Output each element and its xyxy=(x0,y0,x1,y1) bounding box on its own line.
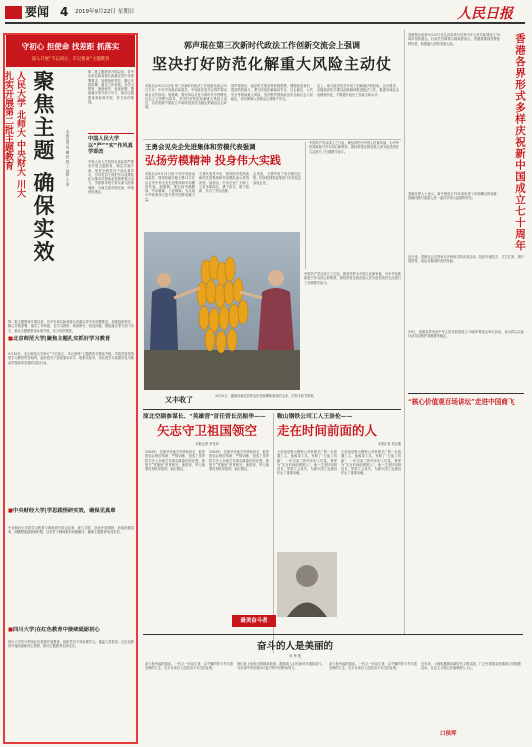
subhead-renmin: 中国人民大学以“严”“实”作风真学即改 xyxy=(88,136,133,155)
story2-col3: 会见前，王勇听取了有关情况汇报。国务院国资委等部门负责同志参加会见。 xyxy=(253,172,301,185)
portrait-photo xyxy=(277,552,337,617)
renmin-paragraph: 中国人民大学坚持以高标准严要求开展主题教育，制定实施方案，组织全校党员干部认真学习，引导党员干部把学习成果转化为推动学校事业发展的强大动力。学校领导班子带头深入院系调研，与师生面对面交流，听取意见建议。 xyxy=(88,160,134,195)
subhead-bnu: ■北京师范大学|聚焦主题扎实抓好学习教育 xyxy=(8,336,111,342)
story3-col1: 1959年，岳振华任地空导弹营营长，他带领官兵刻苦钻研、严格训练，创造了世界防空史上用地空导弹击落敌机的先例，被授予“英雄营”荣誉称号。他常说，军人就要时刻听党指挥，能打胜仗。 xyxy=(145,450,205,472)
hk-paragraph-top: 香港特区政府9月21日在礼宾府举行庆祝中华人民共和国成立70周年招待酒会。行政长官林郑月娥致辞表示，香港将继续发挥独特优势，积极融入国家发展大局。 xyxy=(408,33,500,46)
story4-kicker: 鞍山钢铁公司工人王崇伦—— xyxy=(277,414,353,420)
bottom-byline: 孙 秀 艳 xyxy=(289,654,301,658)
photo-caption-text: 9月20日，湖南省新化县的农民在晾晒新收获的玉米，庆祝丰收节到来。 xyxy=(215,394,317,398)
story1-col1: 本报北京9月21日电 第三次新时代政法工作创新交流会21日召开。中共中央政治局委员、中央政法委书记郭声琨出席会议并讲话。他强调，要坚持以习近平新时代中国特色社会主义思想为指导，坚决打好防范化解重大风险主动仗，为庆祝新中国成立70周年创造安全稳定的政治社会环境。 xyxy=(145,84,227,110)
wave-paragraph-2: 中国共产党从成立之日起，就坚持把为中国人民谋幸福、为中华民族谋复兴作为初心和使命，团结带领全国各族人民为创造美好生活进行了长期艰辛奋斗。 xyxy=(304,272,401,285)
bottom-divider xyxy=(143,634,523,635)
bottom-col3: 奋斗是幸福的源泉。一代又一代奋斗者，以不懈的努力书写着无悔的人生，在平凡岗位上创造出不平凡的业绩。 xyxy=(329,662,417,671)
forum-headline: “核心价值观百场讲坛”走进中国商飞 xyxy=(408,398,515,406)
editor-signature: 口侯珲 xyxy=(440,731,457,737)
right-column-rule xyxy=(404,30,405,634)
intro-paragraph: 第二批主题教育开展以来，各中央单位和高校认真落实党中央部署要求，加强组织领导，精心安排部署，落实工作举措，在学习教育、调查研究、检视问题、整改落实等方面下功夫，推动主题教育高标准开展、有力有序推进。 xyxy=(88,70,134,105)
story3-headline: 矢志守卫祖国领空 xyxy=(156,423,257,438)
bottom-headline: 奋斗的人是美丽的 xyxy=(256,641,333,652)
center-divider xyxy=(143,409,401,410)
right-divider xyxy=(408,393,524,394)
portrait-graphic xyxy=(277,552,337,617)
badge-label: 最美奋斗者 xyxy=(240,618,268,624)
story4-headline: 走在时间前面的人 xyxy=(277,423,378,438)
continued-paragraph: 第二批主题教育开展以来，各中央单位和高校认真落实党中央部署要求，加强组织领导，精心安排部署，落实工作举措，在学习教育、调查研究、检视问题、整改落实等方面下功夫，推动主题教育高标准开展、有力有序推进。 xyxy=(8,320,134,333)
story2-col2: 王勇代表党中央、国务院向受到表彰的先进集体和劳动模范表示热烈祝贺。他指出，中央企业广大职工立足本职岗位，勇于担当、敢于创新，作出了突出贡献。 xyxy=(199,172,249,194)
bnu-paragraph: 9月16日，北京师范大学举行“不忘初心、牢记使命”主题教育专题读书班。学校党委坚持把学习教育贯穿始终，组织党员干部原原本本学、联系实际学，切实把学习成果转化为推动学校改革发展的实际行动。 xyxy=(8,352,134,365)
story2-side-rule xyxy=(305,141,306,269)
bottom-col1: 奋斗是幸福的源泉。一代又一代奋斗者，以不懈的努力书写着无悔的人生，在平凡岗位上创造出不平凡的业绩。 xyxy=(145,662,233,671)
story3-col2: 1959年，岳振华任地空导弹营营长，他带领官兵刻苦钻研、严格训练，创造了世界防空史上用地空导弹击落敌机的先例，被授予“英雄营”荣誉称号。他常说，军人就要时刻听党指挥，能打胜仗。 xyxy=(209,450,269,472)
cufe-paragraph: 中央财经大学将学习教育与调查研究结合起来，深入学院、部处开展调研，形成问题清单，明确整改措施和时限，以钉钉子精神推动问题解决，确保主题教育取得实效。 xyxy=(8,526,134,535)
story3-byline: 本报记者 李龙伊 xyxy=(195,442,219,446)
story2-col1: 本报北京9月21日电 中共中央政治局委员、国务院副总理王勇21日在京会见中央企业先进集体和劳动模范代表。他强调，要弘扬劳模精神、劳动精神、工匠精神，为实现中华民族伟大复兴的中国梦贡献力量。 xyxy=(145,172,195,202)
story1-col3: 会上，地方政法机关介绍了创新做法和经验。会议要求，各级政法机关要以创新精神推进政法工作，推进市域社会治理现代化，不断提升政法工作能力和水平。 xyxy=(317,84,399,97)
wave-paragraph: 中国共产党从成立之日起，就坚持把为中国人民谋幸福、为中华民族谋复兴作为初心和使命，团结带领全国各族人民为创造美好生活进行了长期艰辛奋斗。 xyxy=(309,141,399,154)
sub1-rule xyxy=(88,133,134,134)
story2-headline: 弘扬劳模精神 投身伟大实践 xyxy=(145,154,281,167)
story1-divider xyxy=(143,139,401,140)
banner-subtitle: 深入开展“不忘初心、牢记使命”主题教育 xyxy=(31,57,110,62)
units-headline-vertical: 人民大学 北师大 中央财大 川大 扎实开展第二批主题教育 xyxy=(3,71,25,198)
story3-kicker: 原北空副参谋长、“英雄营”首任营长岳振华—— xyxy=(143,414,266,420)
story1-col2: 郭声琨指出，政法机关要坚持底线思维，增强忧患意识，提高防控能力，着力防范化解政治安全、社会稳定、公共安全等领域重大风险，坚决维护国家政治安全和社会大局稳定，切实保障人民群众生命财产安全。 xyxy=(231,84,313,101)
subhead-cufe: ■中央财经大学|学思践悟研实效，确保见真章 xyxy=(8,508,116,514)
section-marker xyxy=(5,6,22,19)
red-square-icon: ■ xyxy=(8,336,14,342)
story1-kicker: 郭声琨在第三次新时代政法工作创新交流会上强调 xyxy=(184,40,360,50)
red-square-icon: ■ xyxy=(8,508,14,514)
story4-byline: 本报记者 刘志强 xyxy=(377,442,401,446)
subhead-scu: ■四川大学|在红色教育中接续砥砺初心 xyxy=(8,627,100,633)
newspaper-logo: 人民日报 xyxy=(457,6,513,22)
fighter-badge xyxy=(232,615,276,627)
hk-paragraph-bottom: 连日来，香港社会各界举办多种形式的庆祝活动，包括升旗仪式、文艺汇演、图片展览等，表达对祖国的美好祝福。 xyxy=(408,255,524,264)
hk-paragraph-mid: 香港各界人士表示，新中国成立70年来取得了举世瞩目的成就，香港同胞与祖国人民一道共享伟大祖国的荣光。 xyxy=(408,192,500,201)
header-rule xyxy=(5,22,525,24)
banner-title: 守初心 担使命 找差距 抓落实 xyxy=(21,42,120,51)
page-number: 4 xyxy=(60,5,69,19)
harvest-photo-graphic xyxy=(144,232,300,390)
scu-paragraph: 四川大学充分利用红色资源开展教育，组织党员干部参观学习，重温入党誓词，在红色教育中接续砥砺初心使命，推动主题教育走深走实。 xyxy=(8,640,134,649)
reporter-byline: 本报记者 吴 姗 张 烁 丁 怡婷 王 浩 xyxy=(66,130,70,186)
photo-caption-title: 又丰收了 xyxy=(165,395,193,404)
story2-kicker: 王勇会见央企先进集体和劳模代表强调 xyxy=(145,143,256,151)
hk-headline-vertical: 香港各界形式多样庆祝新中国成立七十周年 xyxy=(514,33,526,252)
issue-date: 2019年9月22日 星期日 xyxy=(75,9,135,15)
red-square-icon: ■ xyxy=(8,627,14,633)
section-title: 要闻 xyxy=(25,5,50,19)
bottom-col4: 近年来，上海积极推动新时代文明实践，广泛开展群众性精神文明创建活动，社会主义核心价值观深入人心。 xyxy=(421,662,521,671)
hk-paragraph-more: 19日，香港各界庆祝中华人民共和国成立70周年筹委会举行活动，表示将以实际行动共同维护香港繁荣稳定。 xyxy=(408,330,524,339)
story4-col2: 王崇伦是鞍山钢铁公司机修总厂的一名普通工人。他改革工具，发明了“万能工具胎”，一年完成了四年多的工作量，被誉为“走在时间前面的人”。他一生坚持钻研技术，带领工人攻关，为新中国工业建设作出了重要贡献。 xyxy=(341,450,401,476)
theme-banner xyxy=(6,35,135,67)
main-headline-vertical: 聚焦主题 确保实效 xyxy=(31,70,56,264)
harvest-photo xyxy=(144,232,300,390)
bottom-col2: 他们身上体现出的精神品格，激励着人们在新时代继续奋斗，为实现中华民族伟大复兴的中国梦而努力。 xyxy=(237,662,325,671)
story4-col1: 王崇伦是鞍山钢铁公司机修总厂的一名普通工人。他改革工具，发明了“万能工具胎”，一年完成了四年多的工作量，被誉为“走在时间前面的人”。他一生坚持钻研技术，带领工人攻关，为新中国工业建设作出了重要贡献。 xyxy=(277,450,337,476)
story1-headline: 坚决打好防范化解重大风险主动仗 xyxy=(151,55,392,73)
page-header xyxy=(5,4,525,22)
